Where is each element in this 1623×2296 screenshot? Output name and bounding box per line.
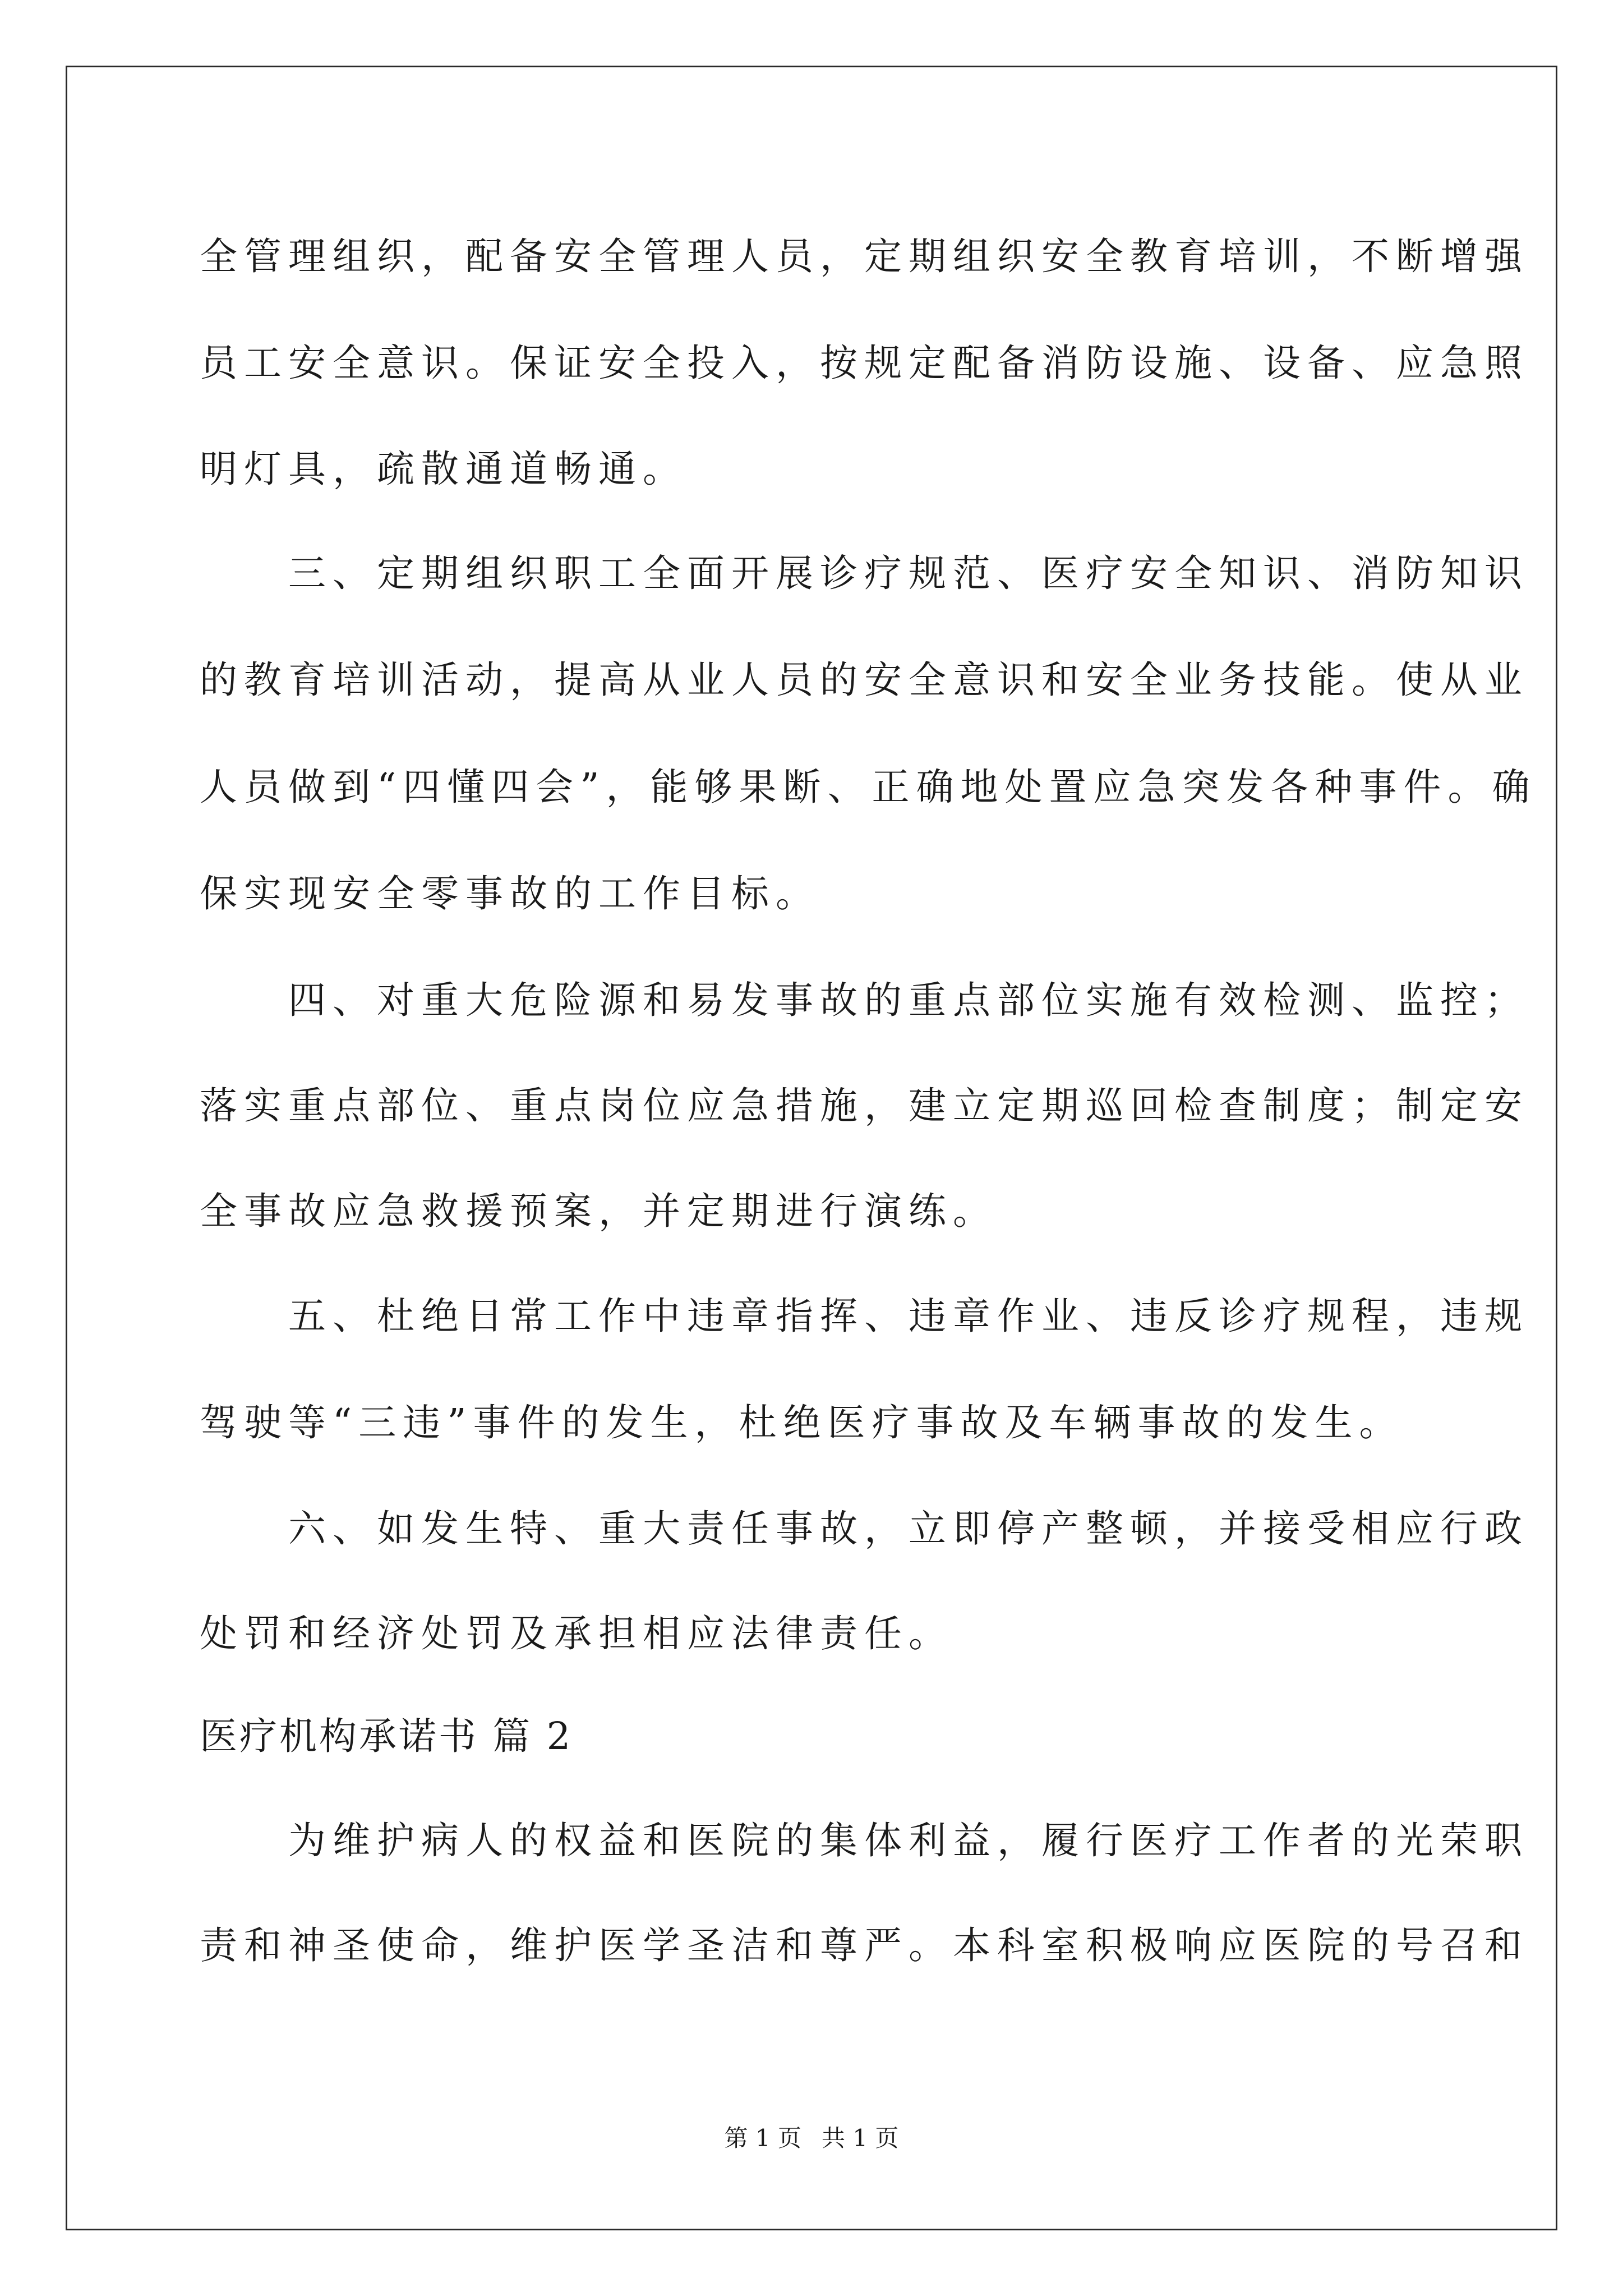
text-line: 全事故应急救援预案，并定期进行演练。: [200, 1189, 997, 1233]
page-border: [66, 66, 1557, 2230]
text-line: 四、对重大危险源和易发事故的重点部位实施有效检测、监控；: [200, 978, 1529, 1022]
page-number-current: 第 1 页: [724, 2124, 801, 2152]
text-line: 的教育培训活动，提高从业人员的安全意识和安全业务技能。使从业: [200, 658, 1529, 702]
page-number-total: 共 1 页: [822, 2124, 899, 2152]
text-line: 驾驶等“三违”事件的发生，杜绝医疗事故及车辆事故的发生。: [200, 1401, 1404, 1444]
text-line: 全管理组织，配备安全管理人员，定期组织安全教育培训，不断增强: [200, 234, 1529, 278]
text-line: 责和神圣使命，维护医学圣洁和尊严。本科室积极响应医院的号召和: [200, 1924, 1529, 1967]
text-line: 人员做到“四懂四会”，能够果断、正确地处置应急突发各种事件。确: [200, 765, 1537, 809]
text-line: 五、杜绝日常工作中违章指挥、违章作业、违反诊疗规程，违规: [200, 1294, 1529, 1338]
text-line: 员工安全意识。保证安全投入，按规定配备消防设施、设备、应急照: [200, 341, 1529, 385]
text-line: 明灯具，疏散通道畅通。: [200, 447, 687, 491]
text-line: 落实重点部位、重点岗位应急措施，建立定期巡回检查制度；制定安: [200, 1084, 1529, 1128]
text-line: 处罚和经济处罚及承担相应法律责任。: [200, 1612, 953, 1655]
section-heading: 医疗机构承诺书 篇 2: [200, 1714, 573, 1758]
text-line: 为维护病人的权益和医院的集体利益，履行医疗工作者的光荣职: [200, 1819, 1529, 1862]
text-line: 六、如发生特、重大责任事故，立即停产整顿，并接受相应行政: [200, 1507, 1529, 1550]
page-footer: [0, 2124, 1623, 2153]
text-line: 保实现安全零事故的工作目标。: [200, 872, 820, 915]
text-line: 三、定期组织职工全面开展诊疗规范、医疗安全知识、消防知识: [200, 551, 1529, 595]
